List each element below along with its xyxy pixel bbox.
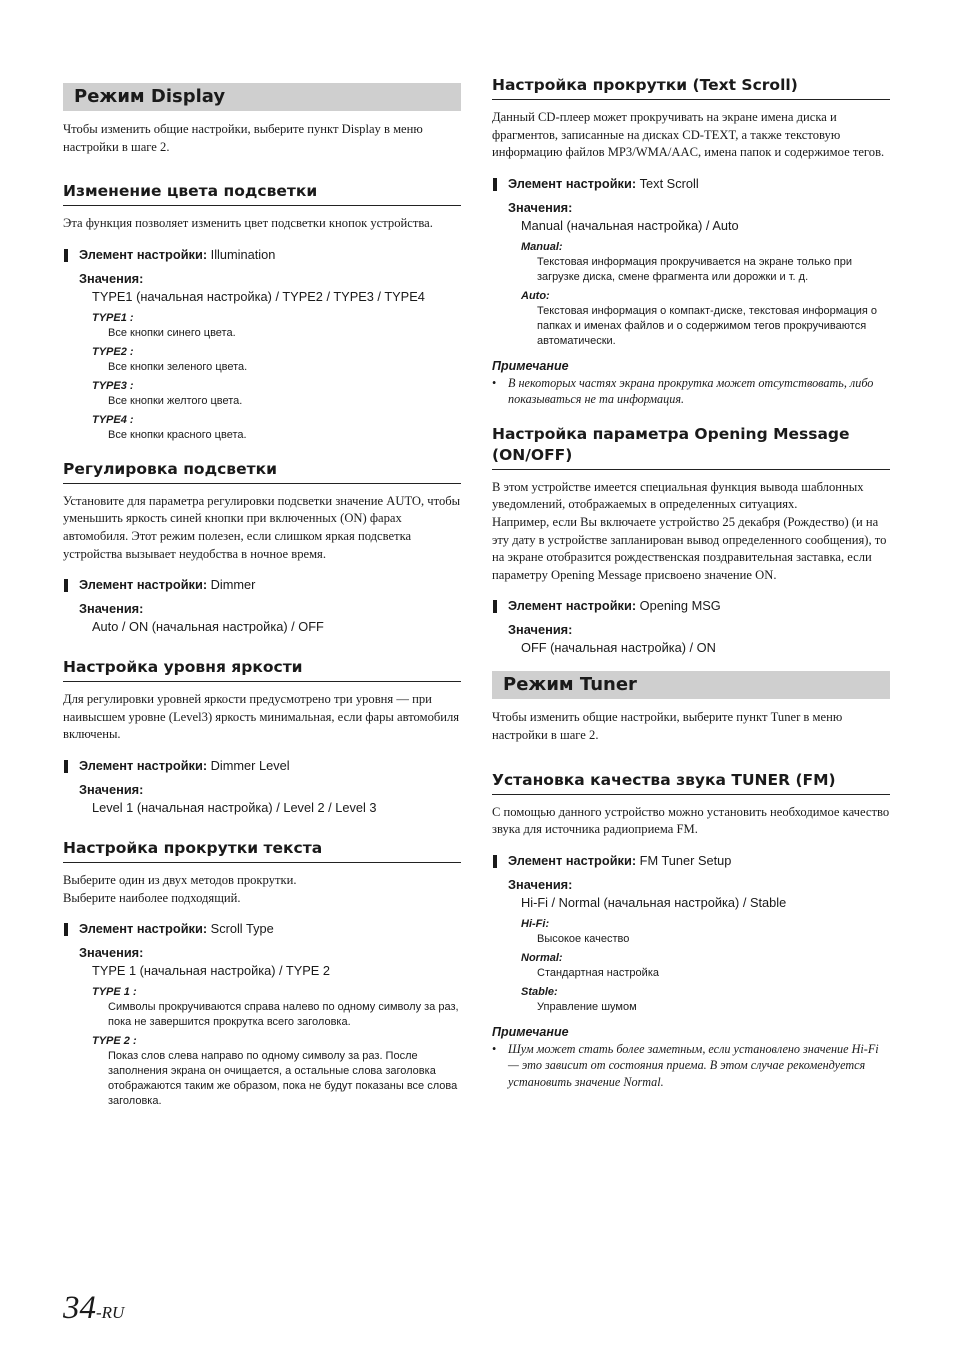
option-desc: Высокое качество (537, 932, 630, 945)
text-scroll-body: Данный CD-плеер может прокручивать на экране имена диска и фрагментов, записанные на дисках CD-TEXT, а также текстовую информацию файлов MP3/WMA/AAC, имена папок и содержимое тегов. (492, 110, 885, 160)
option-desc: Все кнопки зеленого цвета. (108, 360, 248, 373)
option-name: TYPE2 : (92, 345, 134, 358)
option-name: TYPE4 : (92, 413, 134, 426)
dimmer-level-values: Level 1 (начальная настройка) / Level 2 / Level 3 (92, 799, 377, 815)
scroll-type-setting: Элемент настройки: Scroll Type (63, 920, 461, 938)
option-desc: Все кнопки желтого цвета. (108, 394, 243, 407)
dimmer-values: Auto / ON (начальная настройка) / OFF (92, 619, 324, 635)
note-title: Примечание (492, 358, 569, 373)
right-column (492, 75, 890, 1090)
option-name: Manual: (521, 240, 563, 253)
option-name: Normal: (521, 951, 563, 964)
option-name: TYPE3 : (92, 379, 134, 392)
illumination-values: TYPE1 (начальная настройка) / TYPE2 / TYPE3 / TYPE4 (92, 288, 425, 304)
values-label: Значения: (79, 781, 144, 797)
fm-setup-values: Hi-Fi / Normal (начальная настройка) / Stable (521, 894, 787, 910)
option-name: TYPE 2 : (92, 1035, 137, 1048)
fm-setup-body: С помощью данного устройство можно установить необходимое качество звука для источника радиоприема FM. (492, 804, 890, 837)
values-label: Значения: (79, 601, 144, 617)
scroll-type-body-2: Выберите наиболее подходящий. (63, 890, 241, 905)
setting-marker (64, 249, 68, 262)
scroll-type-body-1: Выберите один из двух методов прокрутки. (63, 872, 297, 887)
option-desc: Текстовая информация прокручивается на экране только при загрузке диска, смене фрагмента или дорожки и т. д. (537, 255, 852, 283)
text-scroll-heading: Настройка прокрутки (Text Scroll) (492, 75, 890, 100)
option-desc: Символы прокручиваются справа налево по одному символу за раз, пока не завершится прокрутка всего заголовка. (108, 1001, 459, 1029)
setting-marker (64, 923, 68, 936)
note-title: Примечание (492, 1024, 569, 1039)
option-name: Auto: (521, 289, 550, 302)
option-desc: Текстовая информация о компакт-диске, текстовая информация о папках и именах файлов и о содержимом тегов прокручиваются автоматически. (537, 304, 878, 347)
setting-marker (64, 579, 68, 592)
text-scroll-values: Manual (начальная настройка) / Auto (521, 217, 739, 233)
option-desc: Все кнопки красного цвета. (108, 428, 247, 441)
left-column (63, 75, 461, 1109)
setting-marker (493, 855, 497, 868)
setting-marker (493, 600, 497, 613)
bullet-icon: • (492, 1041, 497, 1056)
opening-body-1: В этом устройстве имеется специальная функция вывода шаблонных уведомлений, отображаемых в определенных ситуациях. (492, 479, 864, 512)
section-display-mode: Режим Display (63, 83, 461, 111)
option-name: Hi-Fi: (521, 917, 550, 930)
text-scroll-setting: Элемент настройки: Text Scroll (492, 175, 890, 193)
bullet-icon: • (492, 375, 497, 390)
values-label: Значения: (508, 622, 573, 638)
note-item: • В некоторых частях экрана прокрутка может отсутствовать, либо показываться не та информация. (492, 375, 874, 407)
setting-marker (493, 178, 497, 191)
opening-body-2: Например, если Вы включаете устройство 25 декабря (Рождество) (и на эту дату в устройстве запланирован вывод определенного сообщения), то на экране отобразится рождественская поздравительная заставка, если параметру Opening Message присвоено значение ON. (492, 514, 887, 582)
page-number: 34-RU (63, 1290, 125, 1326)
dimmer-level-body: Для регулировки уровней яркости предусмотрено три уровня — при наивысшем уровне (Level3) яркость минимальная, если фары автомобиля включены. (63, 692, 460, 742)
tuner-intro: Чтобы изменить общие настройки, выберите пункт Tuner в меню настройки в шаге 2. (492, 710, 843, 742)
opening-heading: Настройка параметра Opening Message (ON/OFF) (492, 424, 890, 470)
illumination-setting: Элемент настройки: Illumination (63, 246, 461, 264)
option-name: Stable: (521, 985, 558, 998)
illumination-heading: Изменение цвета подсветки (63, 181, 461, 206)
scroll-type-values: TYPE 1 (начальная настройка) / TYPE 2 (92, 963, 331, 979)
dimmer-level-heading: Настройка уровня яркости (63, 657, 461, 682)
dimmer-setting: Элемент настройки: Dimmer (63, 576, 461, 594)
fm-setup-setting: Элемент настройки: FM Tuner Setup (492, 852, 890, 870)
option-name: TYPE1 : (92, 311, 134, 324)
dimmer-level-setting: Элемент настройки: Dimmer Level (63, 757, 461, 775)
fm-setup-heading: Установка качества звука TUNER (FM) (492, 770, 890, 795)
note-item: • Шум может стать более заметным, если установлено значение Hi-Fi — это зависит от состояния приема. В этом случае рекомендуется установить значение Normal. (492, 1041, 879, 1089)
opening-setting: Элемент настройки: Opening MSG (492, 597, 890, 615)
display-intro: Чтобы изменить общие настройки, выберите пункт Display в меню настройки в шаге 2. (63, 122, 423, 154)
option-desc: Все кнопки синего цвета. (108, 326, 236, 339)
scroll-type-heading: Настройка прокрутки текста (63, 838, 461, 863)
values-label: Значения: (79, 945, 144, 961)
option-name: TYPE 1 : (92, 986, 137, 999)
dimmer-heading: Регулировка подсветки (63, 459, 461, 484)
section-tuner-mode: Режим Tuner (492, 671, 890, 699)
setting-marker (64, 760, 68, 773)
dimmer-body: Установите для параметра регулировки подсветки значение AUTO, чтобы уменьшить яркость синей кнопки при включенных (ON) фарах автомобиля. Этот режим полезен, если слишком яркая подсветка устройства вызывает неудобства в ночное время. (63, 493, 461, 561)
option-desc: Стандартная настройка (537, 966, 659, 979)
values-label: Значения: (508, 199, 573, 215)
illumination-body: Эта функция позволяет изменить цвет подсветки кнопок устройства. (63, 216, 433, 231)
option-desc: Показ слов слева направо по одному символу за раз. После заполнения экрана он очищается, а остальные слова заголовка отображаются таким же образом, пока не будут показаны все слова заголовка. (108, 1050, 458, 1108)
option-desc: Управление шумом (537, 1000, 637, 1013)
opening-values: OFF (начальная настройка) / ON (521, 640, 716, 656)
values-label: Значения: (79, 270, 144, 286)
values-label: Значения: (508, 876, 573, 892)
